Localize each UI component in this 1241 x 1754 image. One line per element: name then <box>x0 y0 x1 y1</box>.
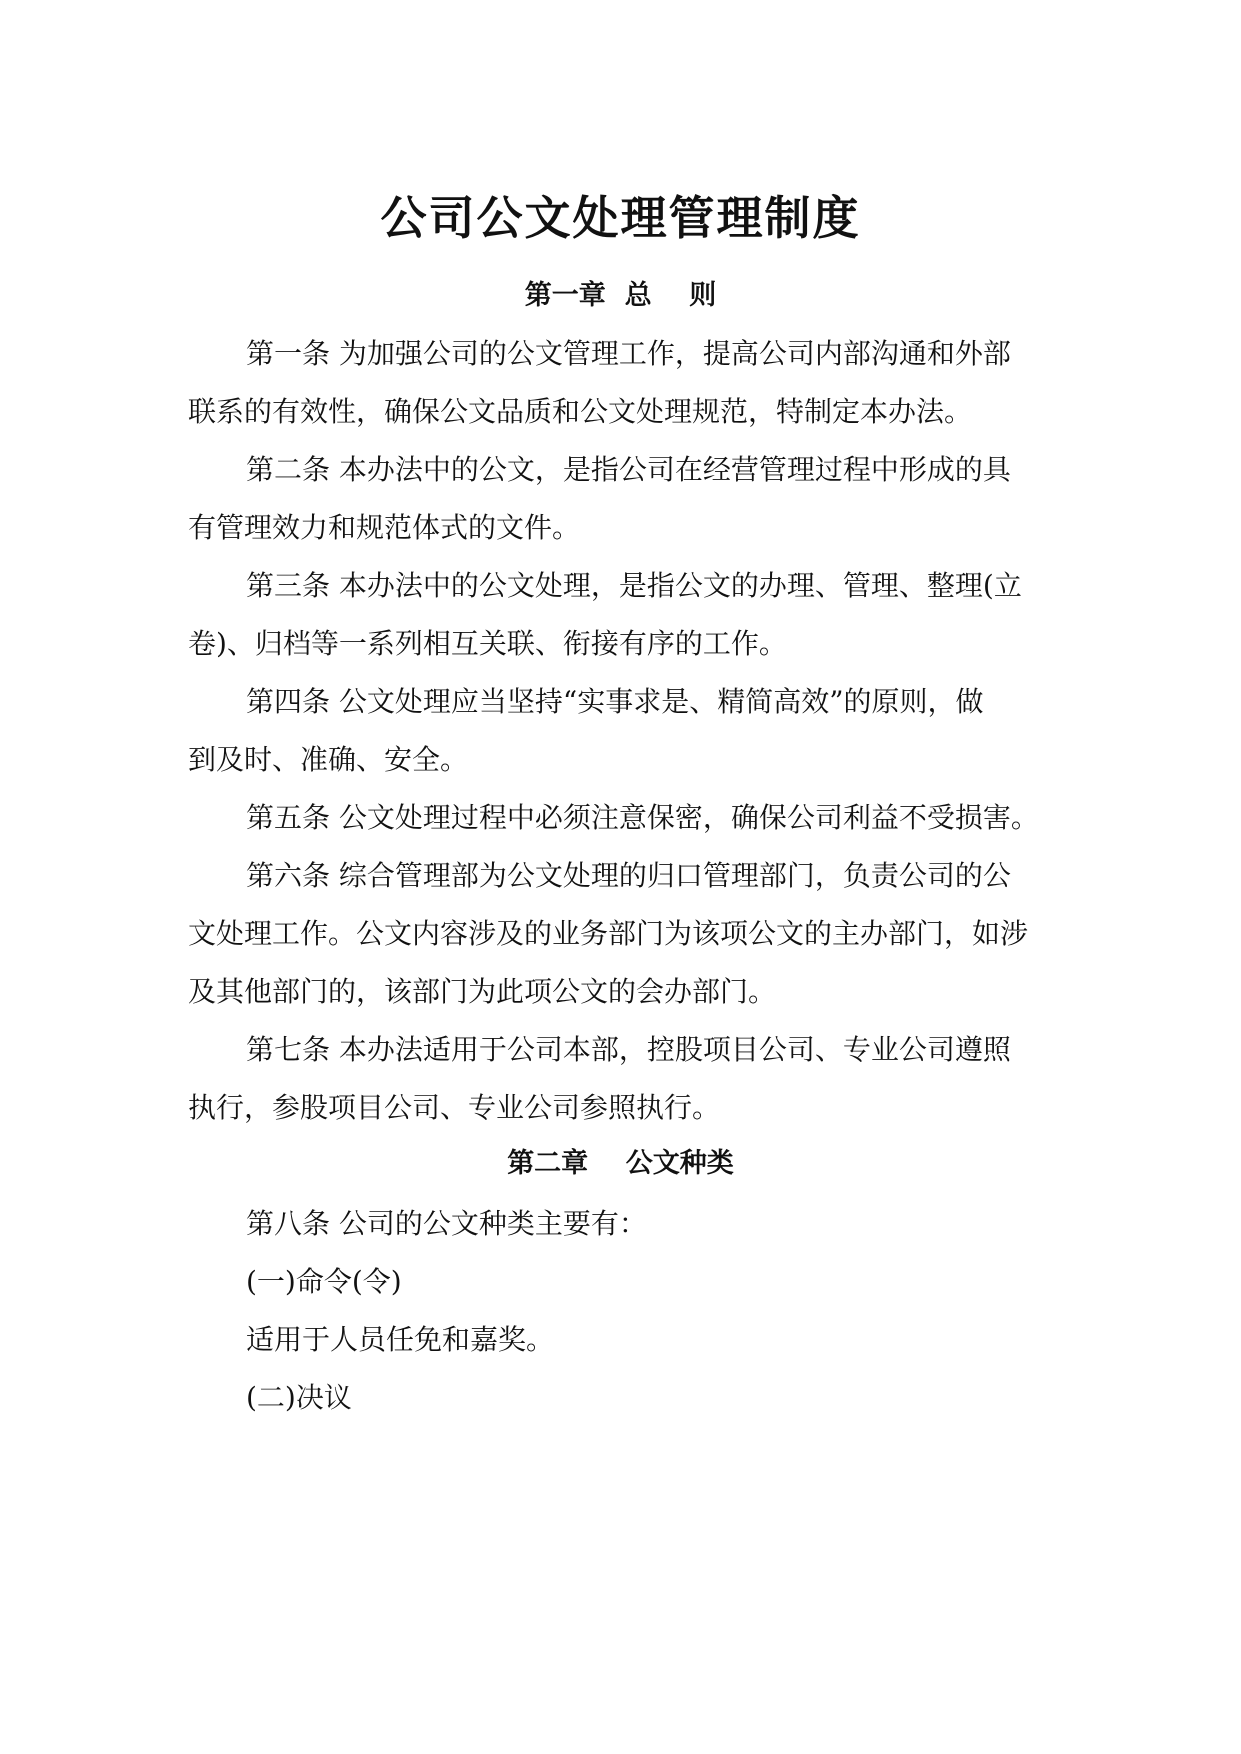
article-8-line-1: 第八条 公司的公文种类主要有： <box>246 1207 647 1240</box>
article-7-line-1: 第七条 本办法适用于公司本部，控股项目公司、专业公司遵照 <box>246 1033 1011 1066</box>
article-1-line-2: 联系的有效性，确保公文品质和公文处理规范，特制定本办法。 <box>188 395 973 428</box>
chapter-heading-1: 第一章 总 则 <box>524 280 717 311</box>
article-6-line-2: 文处理工作。公文内容涉及的业务部门为该项公文的主办部门，如涉 <box>188 917 1029 950</box>
chapter-heading-2: 第二章 公文种类 <box>507 1148 734 1179</box>
article-7-line-2: 执行，参股项目公司、专业公司参照执行。 <box>188 1091 721 1124</box>
document-title: 公司公文处理管理制度 <box>380 191 861 245</box>
list-item-1-description: 适用于人员任免和嘉奖。 <box>246 1323 555 1356</box>
list-item-2-heading: (二)决议 <box>246 1381 352 1414</box>
article-2-line-2: 有管理效力和规范体式的文件。 <box>188 511 581 544</box>
list-item-1-heading: (一)命令(令) <box>246 1265 402 1298</box>
article-4-line-1: 第四条 公文处理应当坚持“实事求是、精简高效”的原则，做 <box>246 685 984 718</box>
article-4-line-2: 到及时、准确、安全。 <box>188 743 469 776</box>
article-5-line-1: 第五条 公文处理过程中必须注意保密，确保公司利益不受损害。 <box>246 801 1039 834</box>
article-2-line-1: 第二条 本办法中的公文，是指公司在经营管理过程中形成的具 <box>246 453 1011 486</box>
article-1-line-1: 第一条 为加强公司的公文管理工作，提高公司内部沟通和外部 <box>246 337 1011 370</box>
article-6-line-3: 及其他部门的，该部门为此项公文的会办部门。 <box>188 975 777 1008</box>
article-6-line-1: 第六条 综合管理部为公文处理的归口管理部门，负责公司的公 <box>246 859 1011 892</box>
article-3-line-2: 卷)、归档等一系列相互关联、衔接有序的工作。 <box>188 627 787 660</box>
article-3-line-1: 第三条 本办法中的公文处理，是指公文的办理、管理、整理(立 <box>246 569 1022 602</box>
